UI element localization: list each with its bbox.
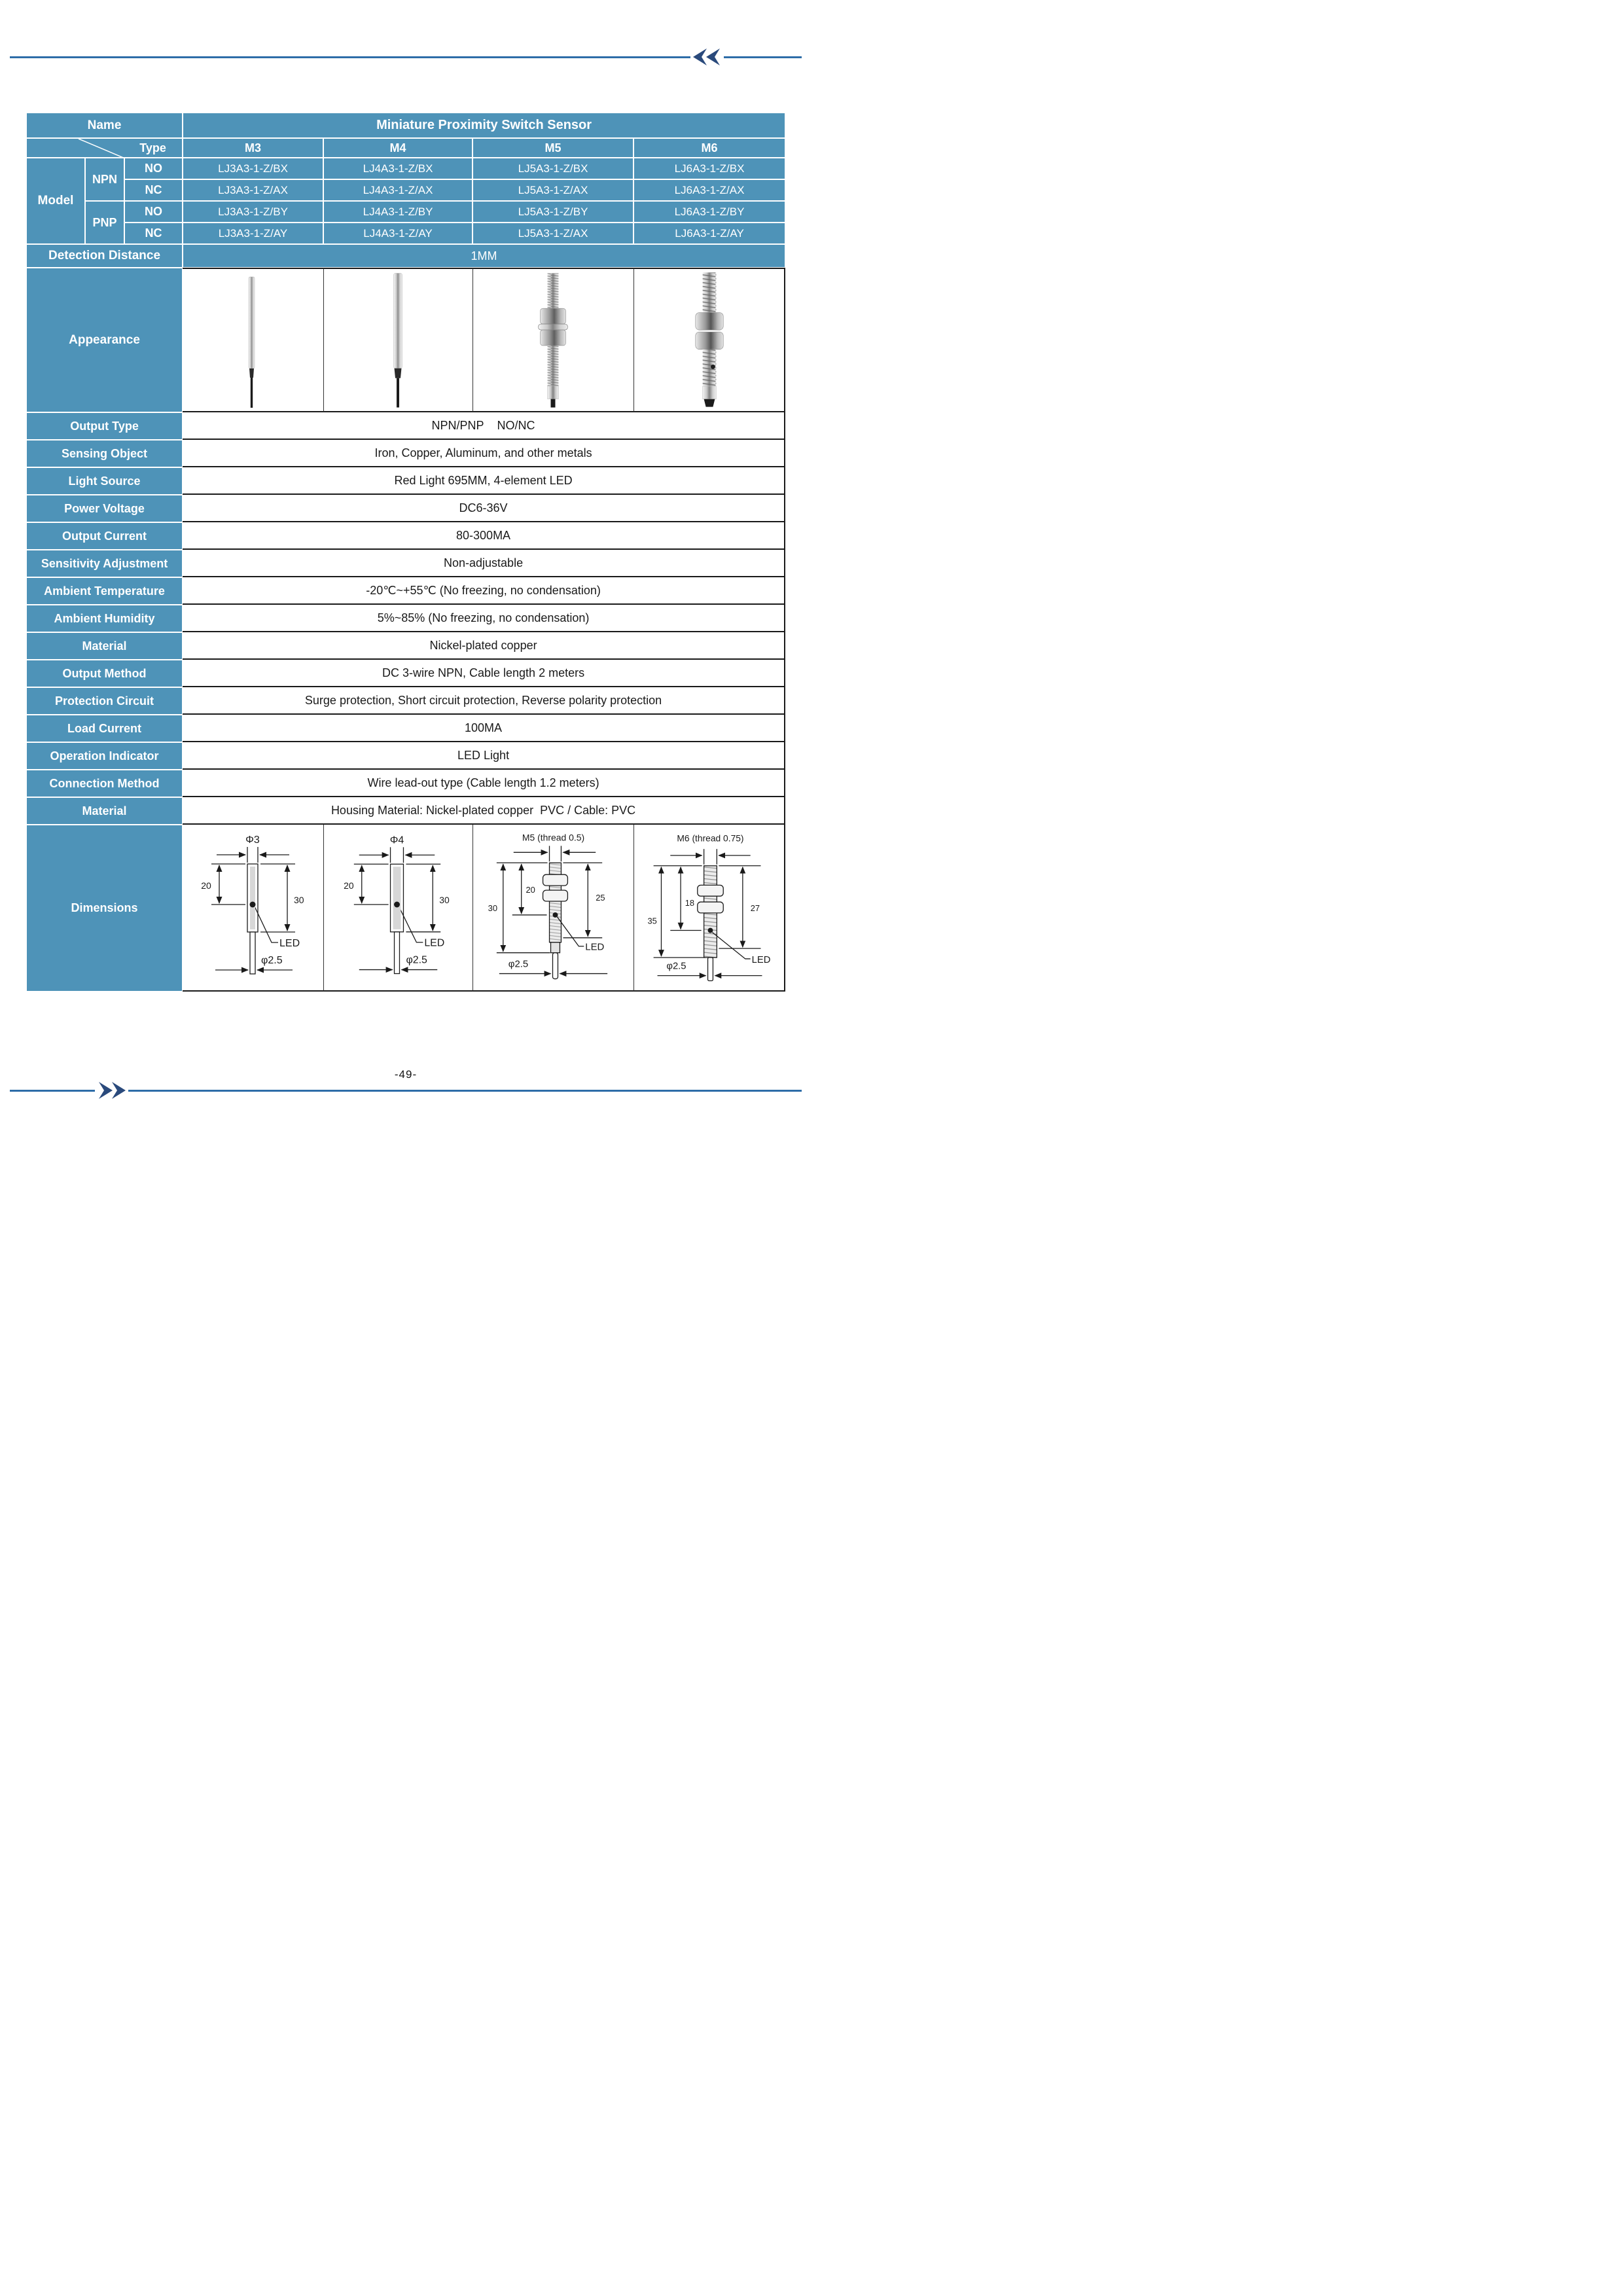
bottom-divider-line-left <box>10 1090 95 1092</box>
type-header-cell <box>26 138 183 158</box>
model-value-cell: LJ3A3-1-Z/BY <box>183 201 323 223</box>
dim-outer-value: 30 <box>488 903 498 913</box>
cable-dia-label: φ2.5 <box>261 955 283 966</box>
spec-label: Output Method <box>26 660 183 687</box>
dim-outer-value: 35 <box>647 916 657 926</box>
name-label-cell: Name <box>26 113 183 138</box>
dim-left-value: 20 <box>201 880 211 891</box>
spec-label: Ambient Humidity <box>26 605 183 632</box>
spec-label: Sensing Object <box>26 440 183 467</box>
dim-left-value: 20 <box>344 880 354 891</box>
model-value-cell: LJ5A3-1-Z/AX <box>473 223 633 244</box>
dimensions-label-cell: Dimensions <box>26 825 183 992</box>
dimension-drawing-m3 <box>183 825 323 992</box>
model-value-cell: LJ6A3-1-Z/AX <box>633 179 785 201</box>
appearance-label-cell: Appearance <box>26 268 183 412</box>
dim-title: Φ3 <box>245 834 260 846</box>
product-name-cell: Miniature Proximity Switch Sensor <box>183 113 785 138</box>
spec-label: Light Source <box>26 467 183 495</box>
led-label: LED <box>585 941 605 953</box>
model-value-cell: LJ5A3-1-Z/AX <box>473 179 633 201</box>
model-value-cell: LJ4A3-1-Z/BX <box>323 158 473 179</box>
spec-label: Operation Indicator <box>26 742 183 770</box>
spec-label: Load Current <box>26 715 183 742</box>
model-value-cell: LJ4A3-1-Z/AY <box>323 223 473 244</box>
spec-label: Power Voltage <box>26 495 183 522</box>
dim-title: M6 (thread 0.75) <box>677 833 744 844</box>
model-value-cell: LJ6A3-1-Z/BY <box>633 201 785 223</box>
spec-value: Red Light 695MM, 4-element LED <box>183 467 785 495</box>
spec-value: NPN/PNP NO/NC <box>183 412 785 440</box>
page-number: -49- <box>394 1068 418 1081</box>
double-chevron-left-icon <box>692 47 722 67</box>
model-value-cell: LJ3A3-1-Z/AY <box>183 223 323 244</box>
detection-label-cell: Detection Distance <box>26 244 183 268</box>
model-value-cell: LJ3A3-1-Z/BX <box>183 158 323 179</box>
model-value-cell: LJ4A3-1-Z/AX <box>323 179 473 201</box>
model-value-cell: LJ3A3-1-Z/AX <box>183 179 323 201</box>
spec-value: Iron, Copper, Aluminum, and other metals <box>183 440 785 467</box>
column-header-m4: M4 <box>323 138 473 158</box>
bottom-divider-line-right <box>128 1090 802 1092</box>
spec-label: Material <box>26 797 183 825</box>
dim-inner-value: 18 <box>685 898 695 908</box>
spec-label: Output Type <box>26 412 183 440</box>
datasheet-page <box>0 0 812 1148</box>
npn-label-cell: NPN <box>85 158 124 201</box>
spec-value: DC 3-wire NPN, Cable length 2 meters <box>183 660 785 687</box>
spec-value: Non-adjustable <box>183 550 785 577</box>
led-label: LED <box>279 938 300 949</box>
cable-dia-label: φ2.5 <box>406 954 427 966</box>
nc-label-cell: NC <box>124 223 183 244</box>
no-label-cell: NO <box>124 201 183 223</box>
sensor-photo-m4 <box>323 268 473 412</box>
sensor-photo-m5 <box>473 268 633 412</box>
cable-dia-label: φ2.5 <box>508 958 529 970</box>
cable-dia-label: φ2.5 <box>666 961 687 972</box>
sensor-photo-m6 <box>633 268 785 412</box>
spec-label: Sensitivity Adjustment <box>26 550 183 577</box>
spec-label: Material <box>26 632 183 660</box>
led-label: LED <box>424 937 445 949</box>
top-divider-line-right <box>724 56 802 58</box>
spec-label: Protection Circuit <box>26 687 183 715</box>
sensor-photo-m3 <box>183 268 323 412</box>
dim-inner-value: 20 <box>526 885 535 895</box>
spec-value: 80-300MA <box>183 522 785 550</box>
spec-value: 100MA <box>183 715 785 742</box>
spec-value: Surge protection, Short circuit protection, Reverse polarity protection <box>183 687 785 715</box>
spec-value: -20℃~+55℃ (No freezing, no condensation) <box>183 577 785 605</box>
column-header-m6: M6 <box>633 138 785 158</box>
dim-right-value: 30 <box>294 895 304 905</box>
spec-label: Connection Method <box>26 770 183 797</box>
dimension-drawing-m4 <box>323 825 473 992</box>
spec-value: DC6-36V <box>183 495 785 522</box>
led-label: LED <box>751 954 771 965</box>
column-header-m3: M3 <box>183 138 323 158</box>
dim-right-value: 30 <box>439 895 450 906</box>
model-label-cell: Model <box>26 158 85 244</box>
dim-right-value: 27 <box>750 903 760 913</box>
dim-right-value: 25 <box>596 893 605 903</box>
spec-label: Output Current <box>26 522 183 550</box>
dim-title: Φ4 <box>389 834 404 846</box>
model-value-cell: LJ5A3-1-Z/BX <box>473 158 633 179</box>
model-value-cell: LJ4A3-1-Z/BY <box>323 201 473 223</box>
model-value-cell: LJ6A3-1-Z/AY <box>633 223 785 244</box>
pnp-label-cell: PNP <box>85 201 124 244</box>
spec-label: Ambient Temperature <box>26 577 183 605</box>
dim-title: M5 (thread 0.5) <box>522 832 585 843</box>
model-value-cell: LJ6A3-1-Z/BX <box>633 158 785 179</box>
double-chevron-right-icon <box>97 1081 127 1100</box>
spec-table <box>26 113 785 992</box>
no-label-cell: NO <box>124 158 183 179</box>
dimension-drawing-m6 <box>633 825 785 992</box>
column-header-m5: M5 <box>473 138 633 158</box>
spec-value: Nickel-plated copper <box>183 632 785 660</box>
nc-label-cell: NC <box>124 179 183 201</box>
spec-value: Housing Material: Nickel-plated copper PVC / Cable: PVC <box>183 797 785 825</box>
type-label: Type <box>139 141 166 154</box>
model-value-cell: LJ5A3-1-Z/BY <box>473 201 633 223</box>
dimension-drawing-m5 <box>473 825 633 992</box>
spec-value: LED Light <box>183 742 785 770</box>
spec-value: 5%~85% (No freezing, no condensation) <box>183 605 785 632</box>
spec-value: Wire lead-out type (Cable length 1.2 meters) <box>183 770 785 797</box>
top-divider-line-left <box>10 56 690 58</box>
detection-value-cell: 1MM <box>183 244 785 268</box>
